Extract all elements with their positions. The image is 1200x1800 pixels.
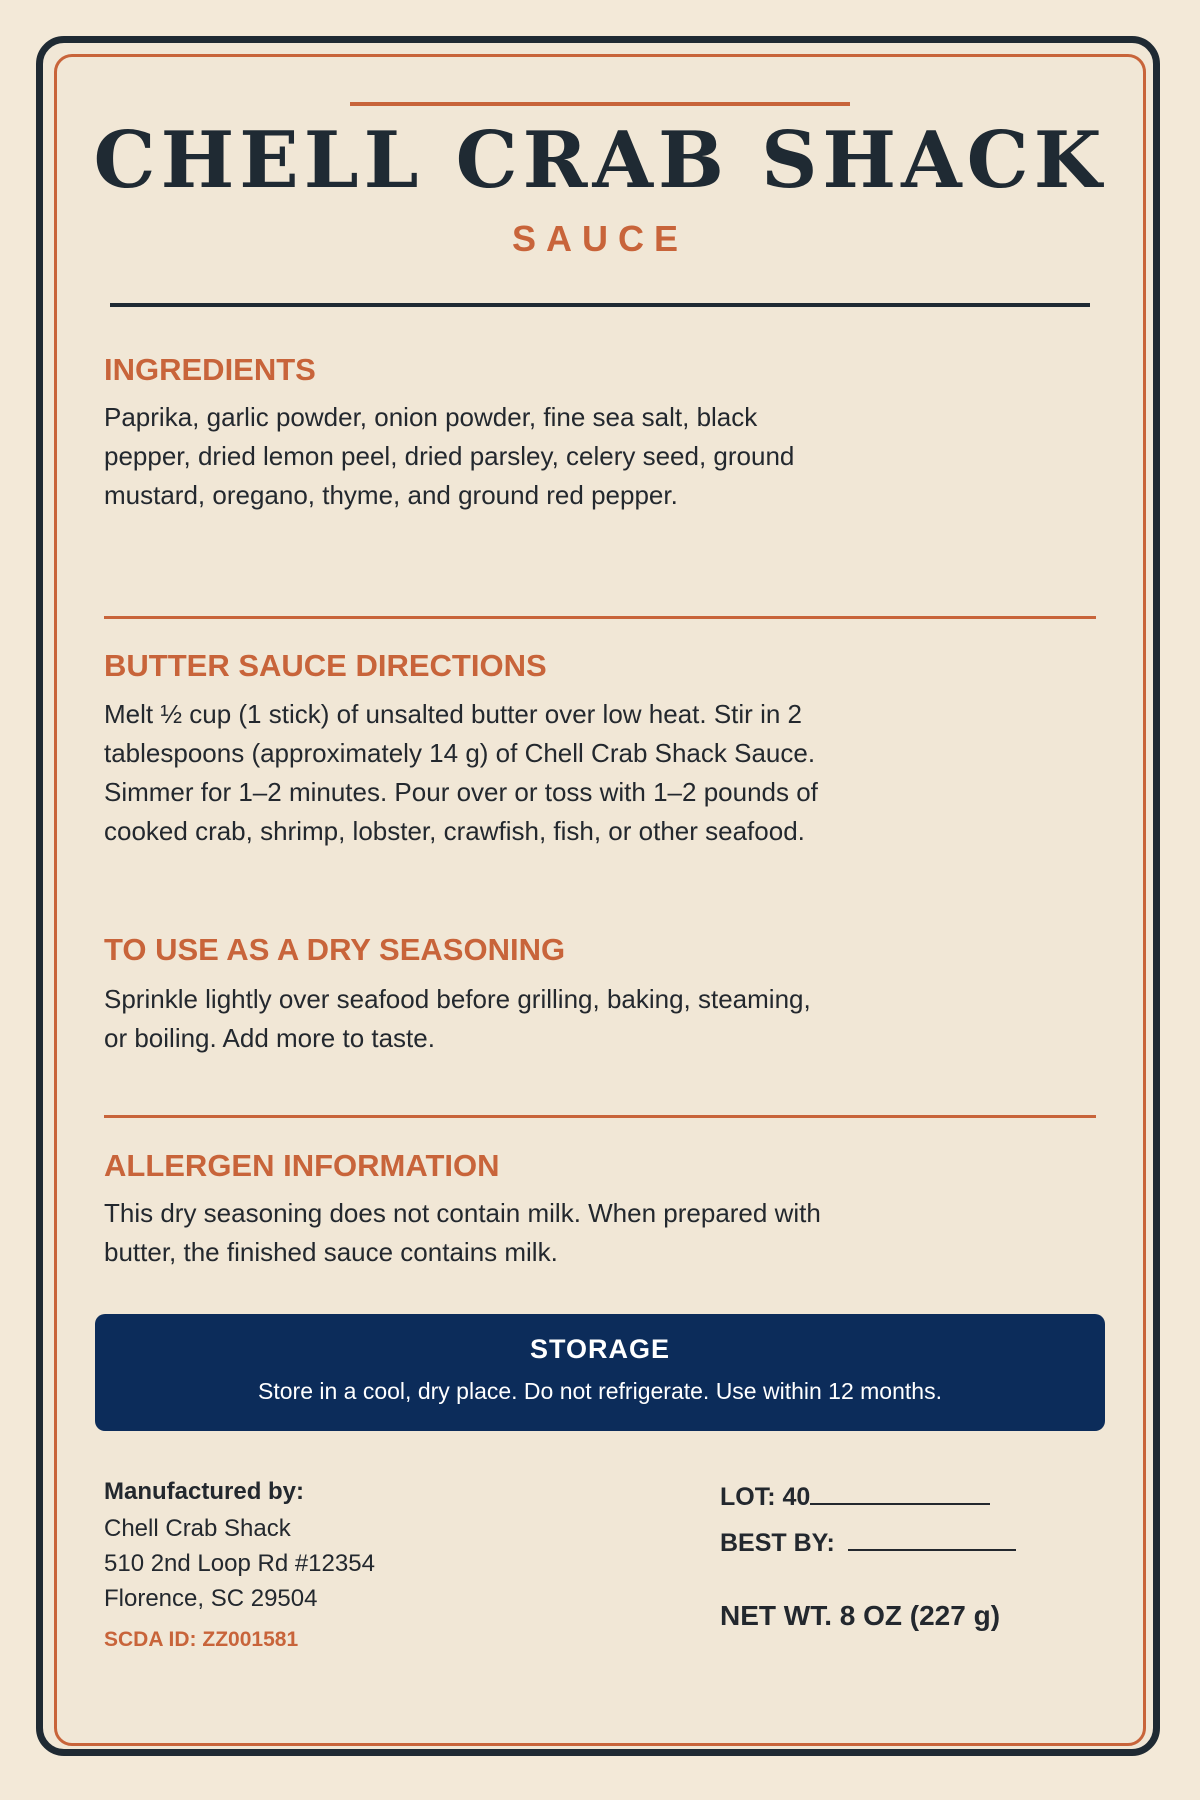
butter-sauce-text: Melt ½ cup (1 stick) of unsalted butter over low heat. Stir in 2 tablespoons (approximately 14 g) of Chell Crab Shack Sauce. Simmer for 1–2 minutes. Pour over or toss with 1–2 pounds of cooked crab, shrimp, lobster, crawfish, fish, or other seafood.	[104, 699, 818, 846]
butter-sauce-heading: BUTTER SAUCE DIRECTIONS	[104, 648, 547, 683]
ingredients-heading: INGREDIENTS	[104, 352, 316, 387]
dry-seasoning-text: Sprinkle lightly over seafood before grilling, baking, steaming, or boiling. Add more to taste.	[104, 984, 811, 1053]
lot-label: LOT: 40	[720, 1483, 811, 1511]
best-by-label: BEST BY:	[720, 1529, 842, 1557]
ingredients-text: Paprika, garlic powder, onion powder, fine sea salt, black pepper, dried lemon peel, dried parsley, celery seed, ground mustard, oregano, thyme, and ground red pepper.	[104, 402, 795, 510]
best-by-blank	[848, 1527, 1016, 1551]
brand-title: CHELL CRAB SHACK	[93, 115, 1107, 206]
section-divider	[104, 616, 1096, 619]
title-divider	[110, 303, 1090, 307]
allergen-heading: ALLERGEN INFORMATION	[104, 1148, 500, 1183]
best-by-field	[720, 1527, 1016, 1558]
lot-field	[720, 1481, 990, 1512]
scda-id: SCDA ID: ZZ001581	[104, 1628, 299, 1651]
top-accent-rule	[350, 102, 850, 106]
storage-box	[95, 1314, 1105, 1431]
lot-blank	[810, 1481, 990, 1505]
dry-seasoning-heading: TO USE AS A DRY SEASONING	[104, 932, 566, 967]
allergen-text: This dry seasoning does not contain milk. When prepared with butter, the finished sauce contains milk.	[104, 1198, 821, 1267]
manufacturer-address-line2: Florence, SC 29504	[104, 1585, 318, 1612]
storage-text: Store in a cool, dry place. Do not refrigerate. Use within 12 months.	[258, 1378, 942, 1404]
product-subtitle: SAUCE	[511, 218, 689, 259]
section-divider	[104, 1115, 1096, 1118]
storage-heading: STORAGE	[529, 1334, 671, 1364]
manufacturer-name: Chell Crab Shack	[104, 1515, 291, 1542]
net-weight: NET WT. 8 OZ (227 g)	[720, 1600, 1001, 1631]
manufacturer-address-line1: 510 2nd Loop Rd #12354	[104, 1550, 375, 1577]
manufacturer-label: Manufactured by:	[104, 1478, 305, 1505]
